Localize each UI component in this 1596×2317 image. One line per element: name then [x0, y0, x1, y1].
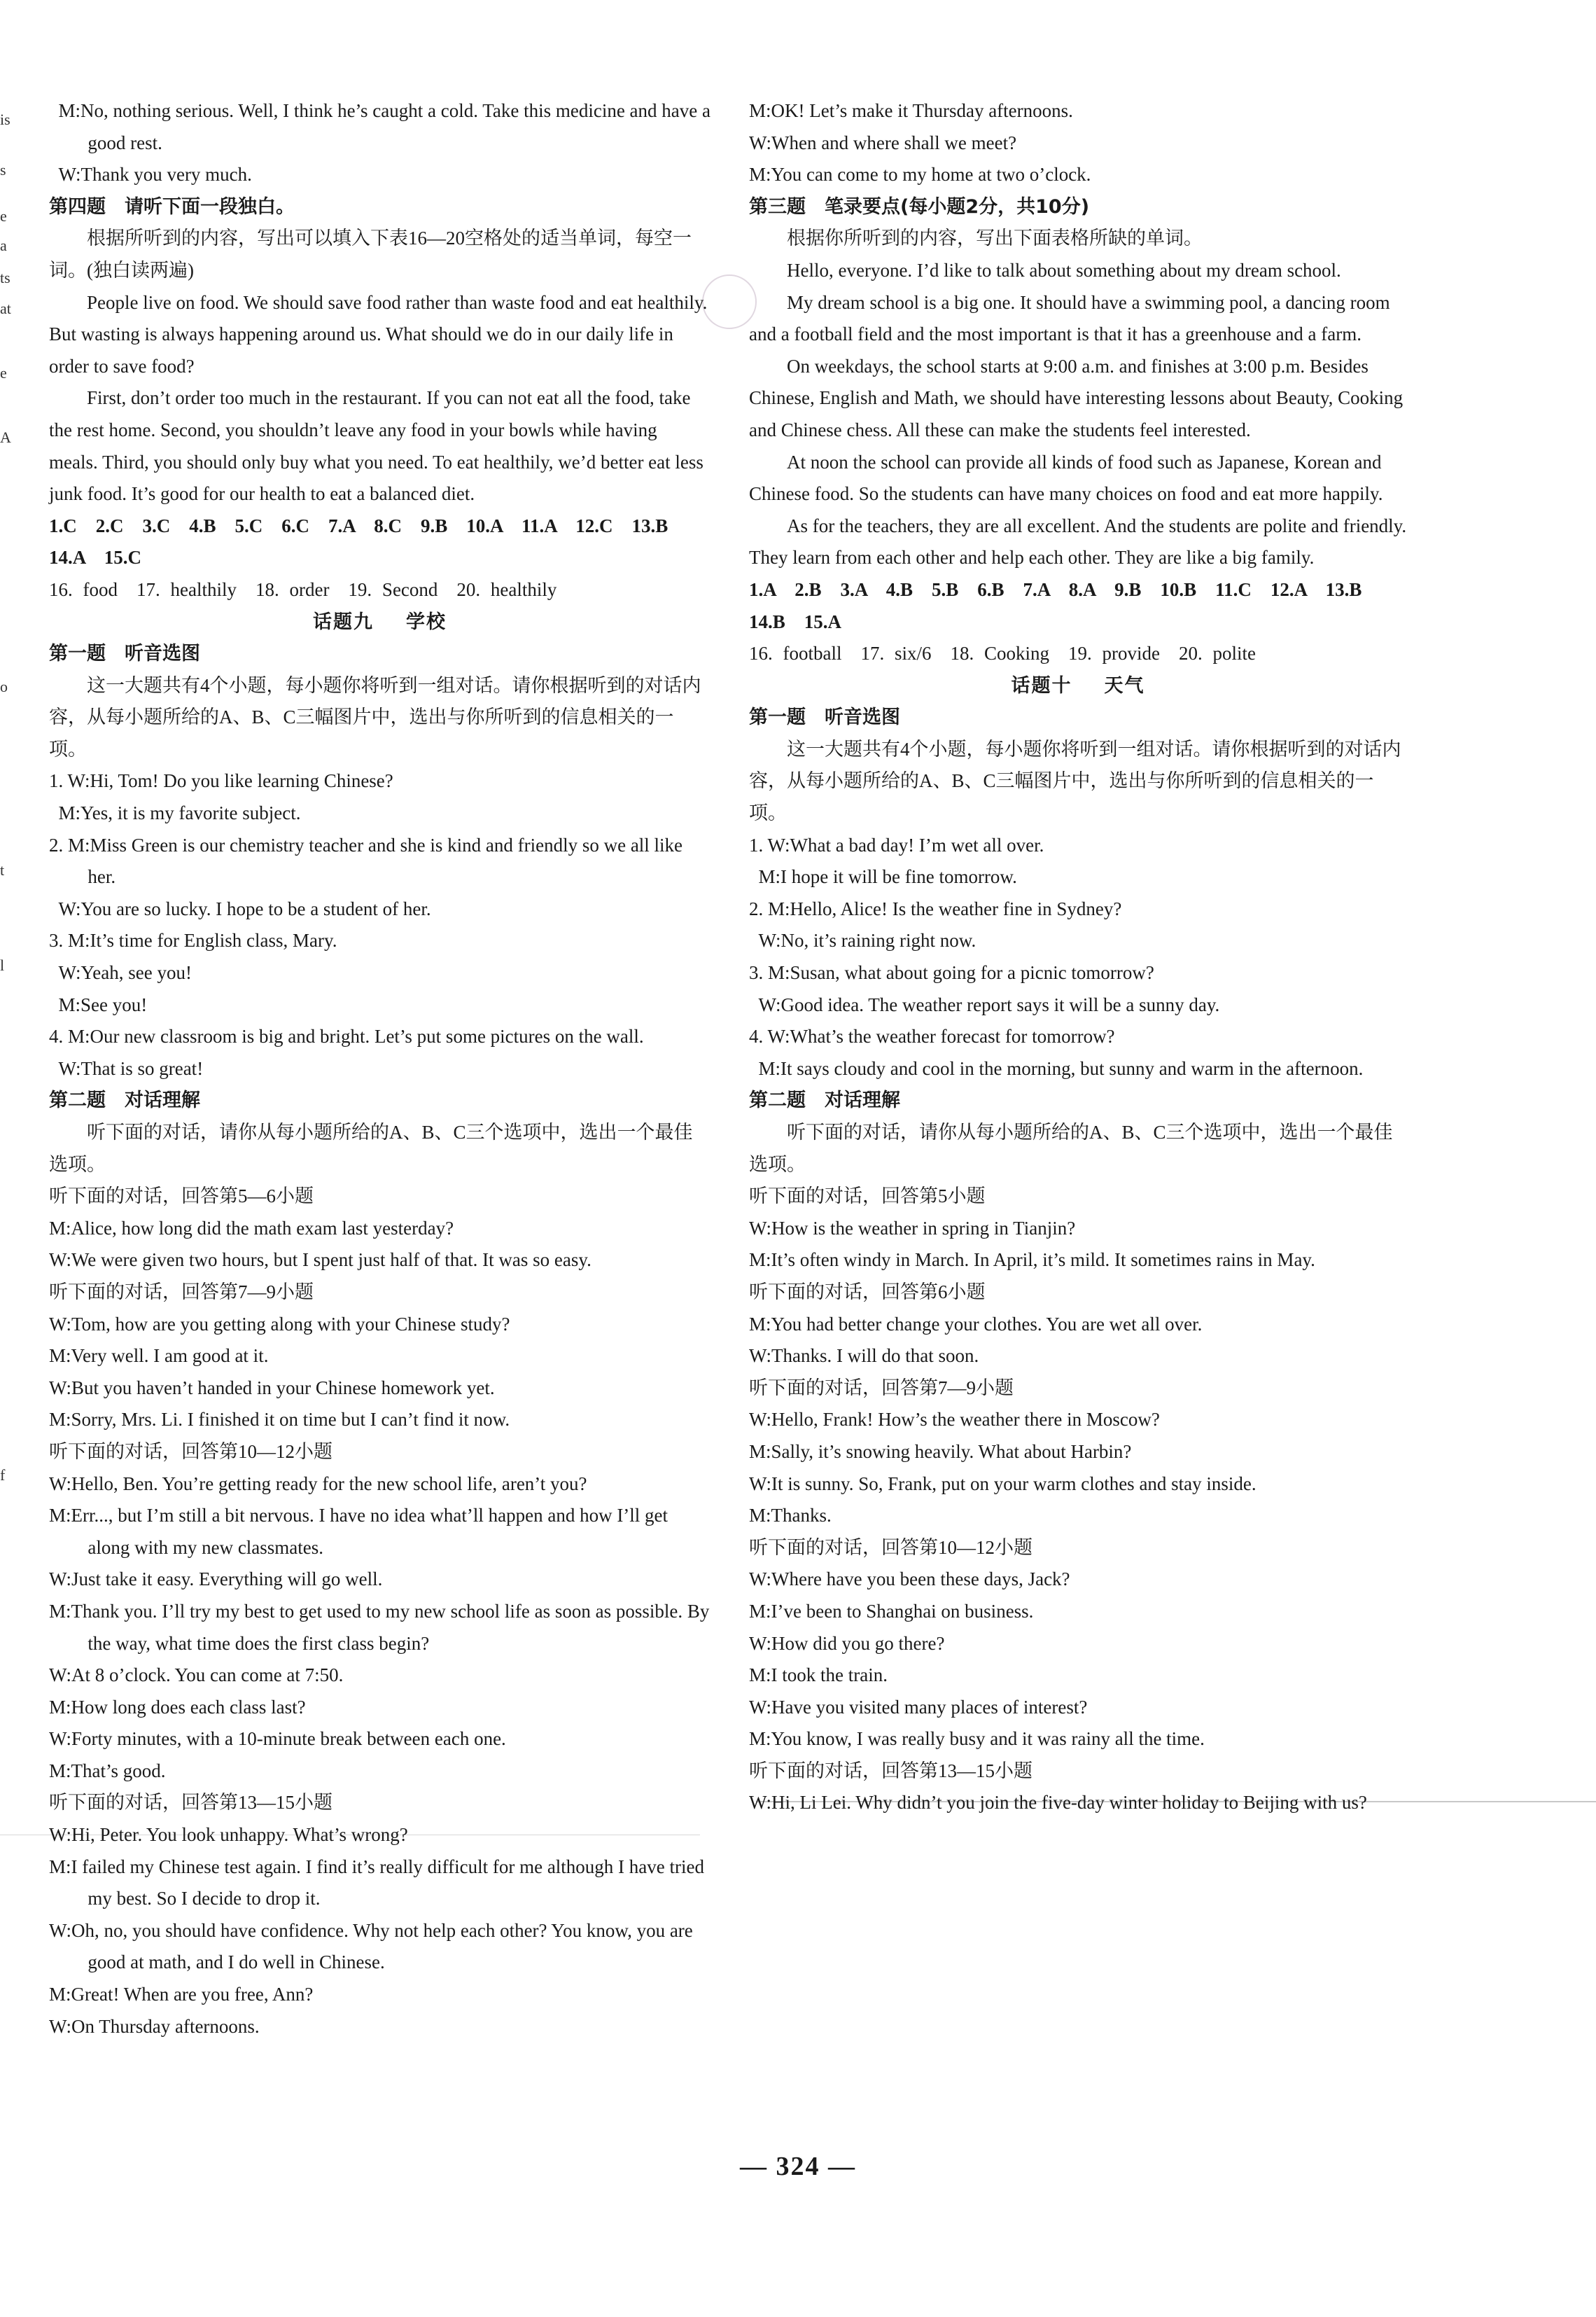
text-line: W:But you haven’t handed in your Chinese homework yet.: [49, 1377, 495, 1398]
text-line: W:Hello, Frank! How’s the weather there in Moscow?: [749, 1409, 1160, 1431]
text-line: 听下面的对话，回答第13—15小题: [49, 1792, 332, 1814]
text-line: M:I took the train.: [749, 1664, 888, 1686]
text-line: 听下面的对话，回答第6小题: [749, 1281, 986, 1302]
text-line: 听下面的对话，回答第5小题: [749, 1185, 986, 1207]
text-line: M:You can come to my home at two o’clock.: [749, 164, 1091, 186]
dialogue-line: M:See you!: [58, 994, 148, 1015]
answer-key-words: 16. football 17. six/6 18. Cooking 19. provide 20. polite: [749, 643, 1256, 665]
cropped-edge-glyph: e: [0, 364, 7, 382]
dialogue-line: M:Yes, it is my favorite subject.: [58, 802, 301, 824]
text-line: M:Thanks.: [749, 1505, 832, 1526]
section-heading: 第四题 请听下面一段独白。: [49, 195, 295, 218]
numbered-dialogue-line: 2. M:Hello, Alice! Is the weather fine in Sydney?: [749, 898, 1122, 919]
text-line: W:Hi, Peter. You look unhappy. What’s wrong?: [49, 1824, 408, 1846]
dialogue-line: W:Good idea. The weather report says it will be a sunny day.: [758, 994, 1220, 1015]
cropped-edge-glyph: l: [0, 956, 5, 974]
section-heading: 第一题 听音选图: [749, 707, 900, 729]
numbered-dialogue-line: M:Thank you. I’ll try my best to get used to my new school life as soon as possible. By the way, what time does the first class begin?: [49, 1600, 710, 1654]
numbered-dialogue-line: M:I failed my Chinese test again. I find it’s really difficult for me although I have tried my best. So I decide to drop it.: [49, 1856, 704, 1909]
paragraph: 这一大题共有4个小题，每小题你将听到一组对话。请你根据听到的对话内容，从每小题所给的A、B、C三幅图片中，选出与你所听到的信息相关的一项。: [749, 738, 1401, 824]
cropped-edge-glyph: a: [0, 237, 7, 254]
paragraph: 这一大题共有4个小题，每小题你将听到一组对话。请你根据听到的对话内容，从每小题所给的A、B、C三幅图片中，选出与你所听到的信息相关的一项。: [49, 674, 701, 760]
paragraph: People live on food. We should save food rather than waste food and eat healthily. But wasting is always happening around us. What should we do in our daily life in order to save food?: [49, 291, 708, 377]
section-heading: 第三题 笔录要点(每小题2分，共10分): [749, 195, 1090, 218]
cropped-edge-glyph: e: [0, 207, 7, 225]
text-line: 听下面的对话，回答第10—12小题: [749, 1536, 1032, 1558]
text-line: W:Just take it easy. Everything will go well.: [49, 1568, 383, 1590]
text-line: M:Great! When are you free, Ann?: [49, 1984, 314, 2005]
text-line: M:Alice, how long did the math exam last yesterday?: [49, 1217, 454, 1239]
dialogue-line: W:That is so great!: [58, 1057, 204, 1079]
paragraph: 听下面的对话，请你从每小题所给的A、B、C三个选项中，选出一个最佳选项。: [749, 1122, 1393, 1175]
text-line: 听下面的对话，回答第7—9小题: [749, 1377, 1014, 1398]
text-line: W:How did you go there?: [749, 1632, 945, 1654]
numbered-dialogue-line: 1. W:What a bad day! I’m wet all over.: [749, 834, 1044, 856]
dialogue-line: M:It says cloudy and cool in the morning, but sunny and warm in the afternoon.: [758, 1057, 1364, 1079]
text-line: W:On Thursday afternoons.: [49, 2015, 260, 2037]
paragraph: On weekdays, the school starts at 9:00 a.m. and finishes at 3:00 p.m. Besides Chinese, English and Math, we should have interesting lessons about Beauty, Cooking and Chinese chess. All these can make the students feel interested.: [749, 355, 1404, 440]
text-line: W:Thanks. I will do that soon.: [749, 1345, 979, 1367]
paragraph: As for the teachers, they are all excellent. And the students are polite and friendly. They learn from each other and help each other. They are like a big family.: [749, 515, 1407, 569]
text-line: W:How is the weather in spring in Tianjin?: [749, 1217, 1076, 1239]
topic-title: 话题十 天气: [1011, 674, 1145, 697]
dialogue-line: W:You are so lucky. I hope to be a student of her.: [58, 898, 431, 919]
right-column: [749, 95, 1407, 1819]
text-line: M:I’ve been to Shanghai on business.: [749, 1600, 1034, 1622]
text-line: 听下面的对话，回答第5—6小题: [49, 1185, 314, 1207]
left-column: [49, 95, 710, 2043]
cropped-edge-glyph: s: [0, 161, 6, 179]
cropped-edge-glyph: f: [0, 1466, 6, 1484]
numbered-dialogue-line: W:Hi, Li Lei. Why didn’t you join the five-day winter holiday to Beijing with us?: [749, 1792, 1367, 1814]
cropped-edge-glyph: o: [0, 678, 8, 695]
numbered-dialogue-line: M:Err..., but I’m still a bit nervous. I have no idea what’ll happen and how I’ll get along with my new classmates.: [49, 1505, 668, 1558]
numbered-dialogue-line: 4. W:What’s the weather forecast for tomorrow?: [749, 1026, 1115, 1048]
section-heading: 第二题 对话理解: [749, 1090, 900, 1112]
paragraph: 根据你所听到的内容，写出下面表格所缺的单词。: [787, 228, 1203, 249]
topic-title: 话题九 学校: [313, 611, 447, 633]
cropped-edge-glyph: ts: [0, 269, 10, 286]
cropped-edge-glyph: at: [0, 300, 11, 317]
text-line: M:You had better change your clothes. You are wet all over.: [749, 1313, 1203, 1335]
numbered-dialogue-line: 2. M:Miss Green is our chemistry teacher and she is kind and friendly so we all like her.: [49, 834, 683, 888]
text-line: W:Hello, Ben. You’re getting ready for the new school life, aren’t you?: [49, 1473, 587, 1494]
text-line: W:Where have you been these days, Jack?: [749, 1568, 1070, 1590]
text-line: W:We were given two hours, but I spent just half of that. It was so easy.: [49, 1249, 592, 1271]
numbered-dialogue-line: 3. M:Susan, what about going for a picnic tomorrow?: [749, 962, 1154, 984]
paragraph: First, don’t order too much in the restaurant. If you can not eat all the food, take the rest home. Second, you shouldn’t leave any food in your bowls while having meals. Third, you should only buy what you need. To eat healthily, we’d better eat less junk food. It’s good for our health to eat a balanced diet.: [49, 387, 704, 505]
text-line: M:Very well. I am good at it.: [49, 1345, 269, 1367]
numbered-dialogue-line: 1. W:Hi, Tom! Do you like learning Chinese?: [49, 770, 393, 792]
text-line: W:When and where shall we meet?: [749, 132, 1017, 153]
numbered-dialogue-line: M:It’s often windy in March. In April, it’s mild. It sometimes rains in May.: [749, 1249, 1315, 1271]
numbered-dialogue-line: 4. M:Our new classroom is big and bright. Let’s put some pictures on the wall.: [49, 1026, 644, 1048]
paragraph: 听下面的对话，请你从每小题所给的A、B、C三个选项中，选出一个最佳选项。: [49, 1122, 693, 1175]
text-line: M:That’s good.: [49, 1760, 166, 1781]
text-line: 听下面的对话，回答第7—9小题: [49, 1281, 314, 1302]
text-line: W:At 8 o’clock. You can come at 7:50.: [49, 1664, 344, 1686]
text-line: W:It is sunny. So, Frank, put on your warm clothes and stay inside.: [749, 1473, 1256, 1494]
dialogue-line: W:Yeah, see you!: [58, 962, 192, 984]
paragraph: 根据所听到的内容，写出可以填入下表16—20空格处的适当单词，每空一词。(独白读两遍): [49, 228, 692, 281]
answer-key: 1.A 2.B 3.A 4.B 5.B 6.B 7.A 8.A 9.B 10.B 11.C 12.A 13.B 14.B 15.A: [749, 578, 1381, 632]
cropped-edge-glyph: is: [0, 111, 10, 128]
text-line: 听下面的对话，回答第10—12小题: [49, 1440, 332, 1462]
paragraph: Hello, everyone. I’d like to talk about something about my dream school.: [787, 259, 1341, 281]
text-line: W:Have you visited many places of interest?: [749, 1696, 1088, 1718]
dialogue-line: W:No, it’s raining right now.: [758, 930, 976, 952]
numbered-dialogue-line: W:Oh, no, you should have confidence. Why not help each other? You know, you are good at math, and I do well in Chinese.: [49, 1919, 693, 1973]
text-line: M:Sally, it’s snowing heavily. What about Harbin?: [749, 1440, 1132, 1462]
page-number: — 324 —: [740, 2152, 856, 2181]
text-line: M:You know, I was really busy and it was rainy all the time.: [749, 1728, 1205, 1750]
section-heading: 第一题 听音选图: [49, 643, 200, 665]
text-line: 听下面的对话，回答第13—15小题: [749, 1760, 1032, 1781]
dialogue-line: W:Thank you very much.: [58, 164, 252, 186]
answer-key-words: 16. food 17. healthily 18. order 19. Second 20. healthily: [49, 578, 557, 600]
cropped-edge-glyph: t: [0, 861, 5, 879]
cropped-edge-glyph: A: [0, 429, 11, 446]
paragraph: At noon the school can provide all kinds of food such as Japanese, Korean and Chinese food. So the students can have many choices on food and eat more happily.: [749, 451, 1383, 505]
dialogue-line: M:I hope it will be fine tomorrow.: [758, 866, 1017, 888]
paragraph: My dream school is a big one. It should have a swimming pool, a dancing room and a football field and the most important is that it has a greenhouse and a farm.: [749, 291, 1390, 345]
numbered-dialogue-line: 3. M:It’s time for English class, Mary.: [49, 930, 337, 952]
answer-key: 1.C 2.C 3.C 4.B 5.C 6.C 7.A 8.C 9.B 10.A 11.A 12.C 13.B 14.A 15.C: [49, 515, 687, 569]
text-line: W:Forty minutes, with a 10-minute break between each one.: [49, 1728, 506, 1750]
text-line: M:OK! Let’s make it Thursday afternoons.: [749, 100, 1073, 121]
text-line: M:Sorry, Mrs. Li. I finished it on time but I can’t find it now.: [49, 1409, 510, 1431]
text-line: W:Tom, how are you getting along with your Chinese study?: [49, 1313, 510, 1335]
section-heading: 第二题 对话理解: [49, 1090, 200, 1112]
dialogue-line: M:No, nothing serious. Well, I think he’s caught a cold. Take this medicine and have a good rest.: [58, 100, 710, 153]
text-line: M:How long does each class last?: [49, 1696, 306, 1718]
